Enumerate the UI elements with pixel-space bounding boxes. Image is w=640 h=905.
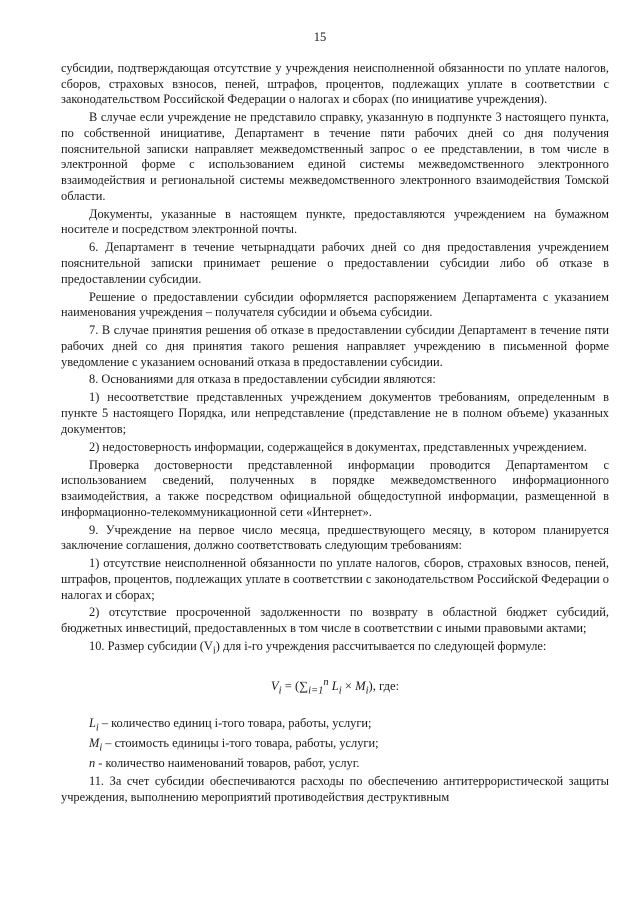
subsidy-formula: $V_i = (\sum_{i=1}^n$ $L_i \times M_i$), где: bbox=[270, 677, 400, 697]
formula-definitions bbox=[61, 716, 609, 772]
paragraph: В случае если учреждение не представило справку, указанную в подпункте 3 настоящего пункта, по собственной инициативе, Департамент в течение пяти рабочих дней со дня получения пояснительной записки направляет межведомственный запрос о ее представлении, в том числе в электронной форме с использованием единой системы межведомственного электронного взаимодействия и региональной системы межведомственного электронного взаимодействия Томской области. bbox=[61, 110, 609, 203]
page-number: 15 bbox=[313, 30, 327, 44]
paragraph: субсидии, подтверждающая отсутствие у учреждения неисполненной обязанности по уплате налогов, сборов, страховых взносов, пеней, штрафов, процентов, подлежащих уплате в соответствии с законодательством Российской Федерации о налогах и сборах (по инициативе учреждения). bbox=[61, 61, 609, 107]
document-body bbox=[61, 61, 609, 807]
formula-intro: 10. Размер субсидии $(V_i)$ для i-го учреждения рассчитывается по следующей формуле: bbox=[89, 639, 547, 657]
paragraph: 8. Основаниями для отказа в предоставлении субсидии являются: bbox=[89, 372, 436, 387]
definition-item: $L_i$ – количество единиц i-того товара, работы, услуги; bbox=[89, 715, 372, 734]
paragraph: 1) отсутствие неисполненной обязанности по уплате налогов, сборов, страховых взносов, пеней, штрафов, процентов, подлежащих уплате в соответствии с законодательством Российской Федерации о налогах и сборах; bbox=[61, 556, 609, 602]
paragraph: Решение о предоставлении субсидии оформляется распоряжением Департамента с указанием наименования учреждения – получателя субсидии и объема субсидии. bbox=[61, 289, 609, 320]
paragraph: 6. Департамент в течение четырнадцати рабочих дней со дня предоставления учреждением пояснительной записки принимает решение о предоставлении субсидии либо об отказе в предоставлении субсидии. bbox=[61, 240, 609, 286]
paragraph: 7. В случае принятия решения об отказе в предоставлении субсидии Департамент в течение пяти рабочих дней со дня принятия такого решения направляет учреждению в письменной форме уведомление с указанием оснований отказа в предоставлении субсидии. bbox=[61, 323, 609, 369]
sum-symbol: ∑ bbox=[299, 679, 309, 694]
paragraph: Документы, указанные в настоящем пункте, предоставляются учреждением на бумажном носителе и посредством электронной почты. bbox=[61, 206, 609, 237]
definition-item: $M_i$ – стоимость единицы i-того товара, работы, услуги; bbox=[89, 735, 379, 754]
paragraph: 2) недостоверность информации, содержащейся в документах, представленных учреждением. bbox=[89, 439, 587, 454]
definition-item: n - количество наименований товаров, работ, услуг. bbox=[89, 755, 360, 770]
paragraph: Проверка достоверности представленной информации проводится Департаментом с использованием сведений, полученных в порядке межведомственного информационного взаимодействия, а также посредством официальной общедоступной информации, размещенной в информационно-телекоммуникационной сети «Интернет». bbox=[61, 457, 609, 519]
paragraph: 2) отсутствие просроченной задолженности по возврату в областной бюджет субсидий, бюджетных инвестиций, предоставленных в том числе в соответствии с иными правовыми актами; bbox=[61, 605, 609, 636]
paragraph: 1) несоответствие представленных учреждением документов требованиям, определенным в пункте 5 настоящего Порядка, или непредставление (представление не в полном объеме) указанных документов; bbox=[61, 390, 609, 436]
paragraph: 11. За счет субсидии обеспечиваются расходы по обеспечению антитеррористической защиты учреждения, выполнению мероприятий противодействия деструктивным bbox=[61, 773, 609, 804]
paragraph: 9. Учреждение на первое число месяца, предшествующего месяцу, в котором планируется заключение соглашения, должно соответствовать следующим требованиям: bbox=[61, 522, 609, 553]
